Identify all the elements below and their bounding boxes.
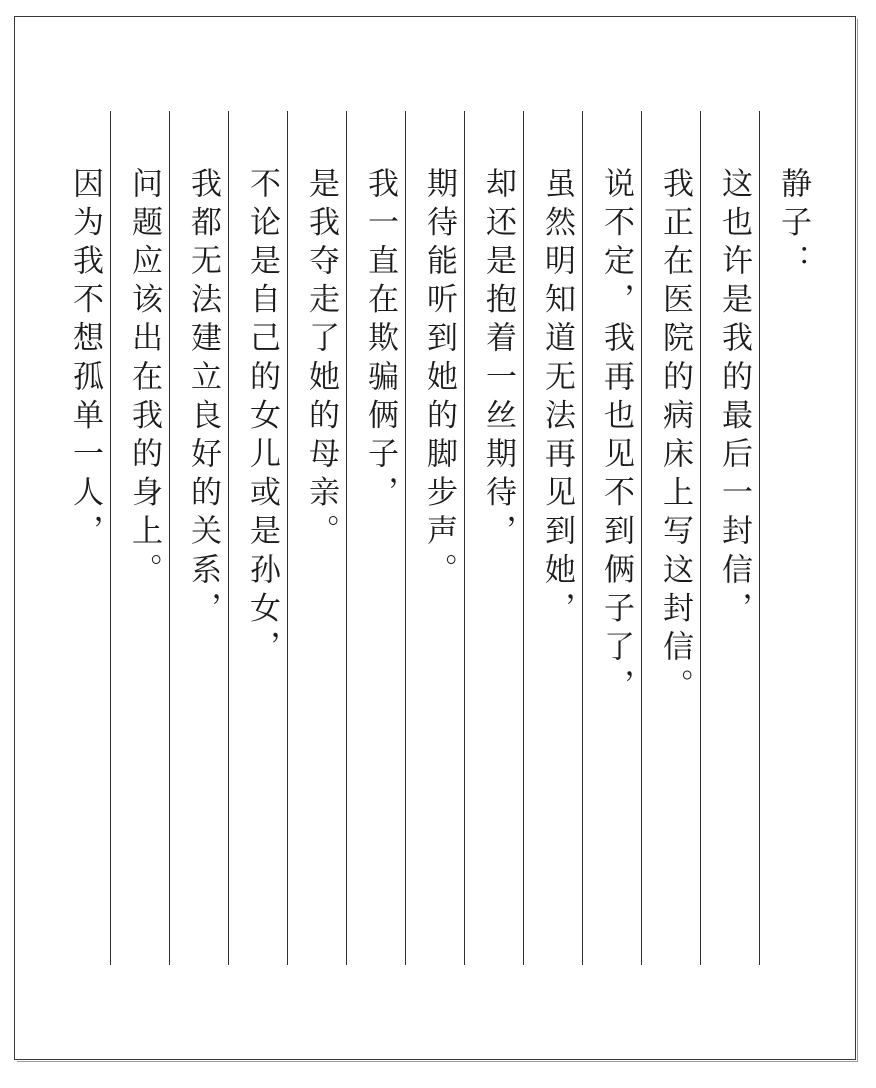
column-rule: [169, 111, 170, 965]
letter-line: 这也许是我的最后一封信，: [716, 167, 752, 631]
letter-line: 我正在医院的病床上写这封信。: [657, 167, 693, 708]
letter-line: 我一直在欺骗俩子，: [362, 167, 398, 515]
letter-line: 不论是自己的女儿或是孙女，: [244, 167, 280, 669]
column-rule: [405, 111, 406, 965]
column-rule: [641, 111, 642, 965]
letter-line: 是我夺走了她的母亲。: [303, 167, 339, 553]
letter-line: 问题应该出在我的身上。: [126, 167, 162, 592]
letter-line: 因为我不想孤单一人，: [67, 167, 103, 553]
letter-line: 说不定，我再也见不到俩子了，: [598, 167, 634, 708]
column-rule: [346, 111, 347, 965]
letter-line: 却还是抱着一丝期待，: [480, 167, 516, 553]
letter-line: 虽然明知道无法再见到她，: [539, 167, 575, 631]
letter-line: 我都无法建立良好的关系，: [185, 167, 221, 631]
column-rule: [110, 111, 111, 965]
letter-paper: [14, 16, 856, 1060]
column-rule: [228, 111, 229, 965]
column-rule: [582, 111, 583, 965]
letter-salutation: 静子：: [775, 167, 811, 283]
column-rule: [464, 111, 465, 965]
letter-line: 期待能听到她的脚步声。: [421, 167, 457, 592]
column-rule: [700, 111, 701, 965]
column-rule: [287, 111, 288, 965]
column-rule: [523, 111, 524, 965]
column-rule: [759, 111, 760, 965]
